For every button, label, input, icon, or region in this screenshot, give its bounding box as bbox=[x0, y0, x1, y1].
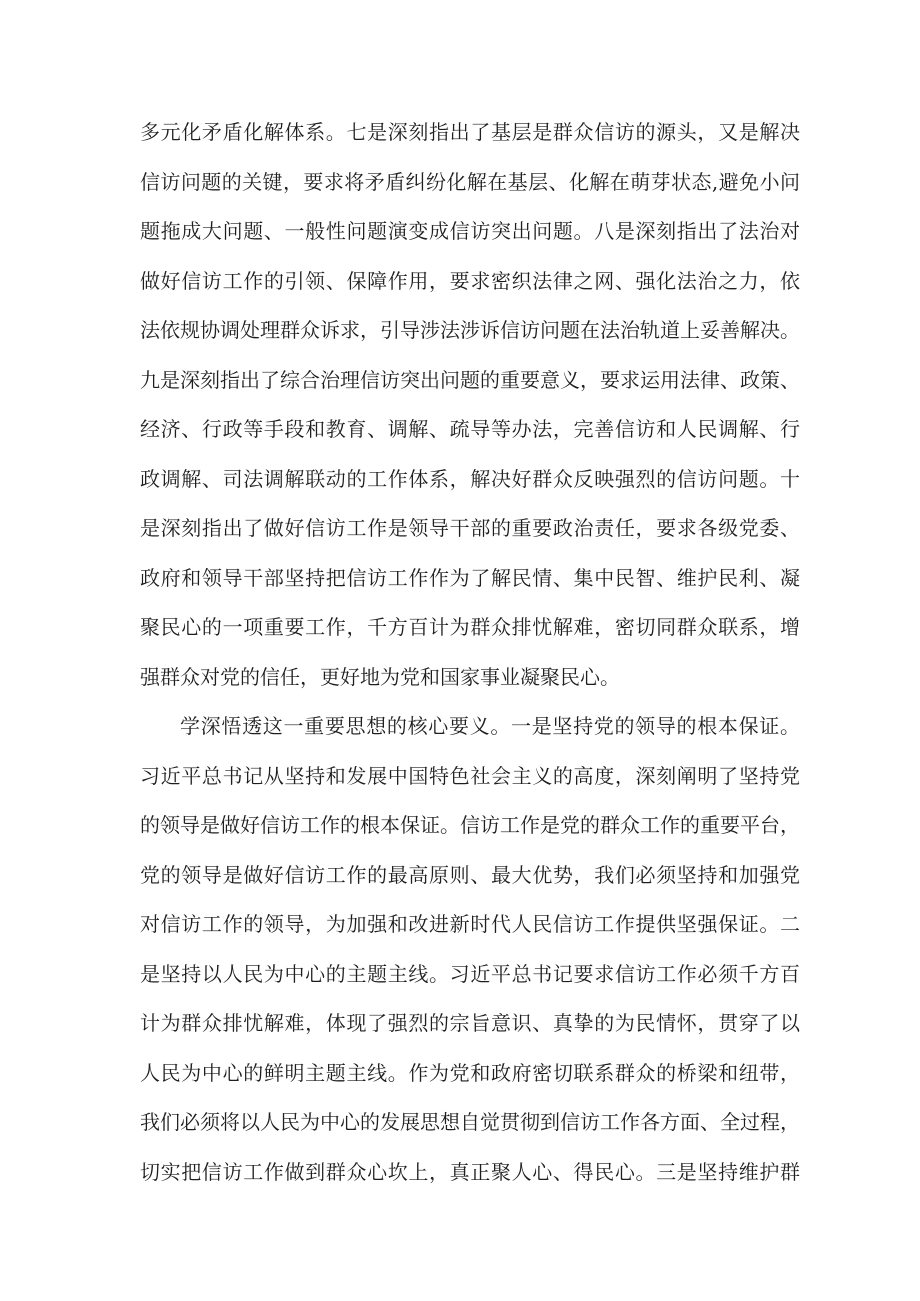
text-line: 切实把信访工作做到群众心坎上，真正聚人心、得民心。三是坚持维护群 bbox=[140, 1159, 800, 1184]
paragraph-1 bbox=[140, 108, 800, 702]
text-line: 是坚持以人民为中心的主题主线。习近平总书记要求信访工作必须千方百 bbox=[140, 961, 800, 986]
text-line: 强群众对党的信任，更好地为党和国家事业凝聚民心。 bbox=[140, 664, 620, 689]
text-line: 党的领导是做好信访工作的最高原则、最大优势，我们必须坚持和加强党 bbox=[140, 862, 800, 887]
text-line: 题拖成大问题、一般性问题演变成信访突出问题。八是深刻指出了法治对 bbox=[140, 219, 800, 243]
text-line: 法依规协调处理群众诉求，引导涉法涉诉信访问题在法治轨道上妥善解决。 bbox=[140, 318, 800, 342]
text-line: 多元化矛盾化解体系。七是深刻指出了基层是群众信访的源头，又是解决 bbox=[140, 120, 800, 144]
text-line: 习近平总书记从坚持和发展中国特色社会主义的高度，深刻阐明了坚持党 bbox=[140, 763, 800, 788]
text-line: 的领导是做好信访工作的根本保证。信访工作是党的群众工作的重要平台， bbox=[140, 813, 800, 837]
text-line: 人民为中心的鲜明主题主线。作为党和政府密切联系群众的桥梁和纽带， bbox=[140, 1060, 800, 1085]
text-line: 政府和领导干部坚持把信访工作作为了解民情、集中民智、维护民利、凝 bbox=[140, 565, 800, 590]
text-line: 做好信访工作的引领、保障作用，要求密织法律之网、强化法治之力，依 bbox=[140, 268, 800, 293]
text-line: 我们必须将以人民为中心的发展思想自觉贯彻到信访工作各方面、全过程， bbox=[140, 1110, 800, 1134]
text-line: 政调解、司法调解联动的工作体系，解决好群众反映强烈的信访问题。十 bbox=[140, 466, 800, 491]
text-line: 聚民心的一项重要工作，千方百计为群众排忧解难，密切同群众联系，增 bbox=[140, 615, 800, 639]
text-line: 对信访工作的领导，为加强和改进新时代人民信访工作提供坚强保证。二 bbox=[140, 912, 800, 936]
text-line: 九是深刻指出了综合治理信访突出问题的重要意义，要求运用法律、政策、 bbox=[140, 367, 800, 392]
paragraph-2 bbox=[140, 702, 800, 1197]
text-line: 计为群众排忧解难，体现了强烈的宗旨意识、真挚的为民情怀，贯穿了以 bbox=[140, 1011, 800, 1035]
document-body bbox=[140, 108, 800, 1197]
text-line: 经济、行政等手段和教育、调解、疏导等办法，完善信访和人民调解、行 bbox=[140, 417, 800, 441]
text-line: 信访问题的关键，要求将矛盾纠纷化解在基层、化解在萌芽状态,避免小问 bbox=[140, 169, 800, 194]
text-line: 是深刻指出了做好信访工作是领导干部的重要政治责任，要求各级党委、 bbox=[140, 516, 800, 540]
text-line: 学深悟透这一重要思想的核心要义。一是坚持党的领导的根本保证。 bbox=[180, 714, 800, 738]
